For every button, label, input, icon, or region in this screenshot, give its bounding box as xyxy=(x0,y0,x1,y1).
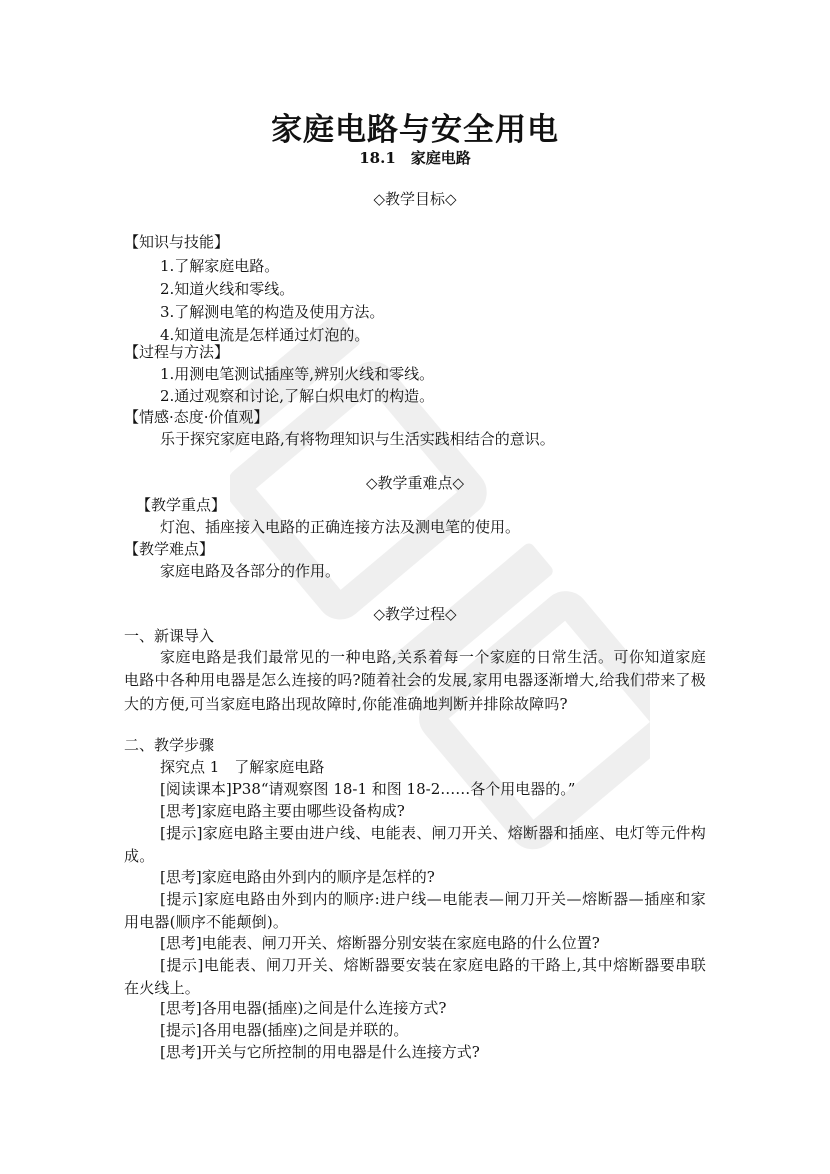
knowledge-item: 1.了解家庭电路。 xyxy=(160,257,280,275)
think-question: [思考]开关与它所控制的用电器是什么连接方式? xyxy=(160,1043,480,1061)
process-method-heading: 【过程与方法】 xyxy=(124,343,230,361)
steps-heading: 二、教学步骤 xyxy=(124,736,215,754)
hard-heading: 【教学难点】 xyxy=(124,540,215,558)
key-text: 灯泡、插座接入电路的正确连接方法及测电笔的使用。 xyxy=(160,518,521,536)
hint-answer: [提示]家庭电路主要由进户线、电能表、闸刀开关、熔断器和插座、电灯等元件构成。 xyxy=(124,824,706,866)
knowledge-item: 4.知道电流是怎样通过灯泡的。 xyxy=(160,326,370,344)
hint-answer: [提示]家庭电路由外到内的顺序:进户线—电能表—闸刀开关—熔断器—插座和家用电器(顺序不能颠倒)。 xyxy=(124,890,706,932)
intro-heading: 一、新课导入 xyxy=(124,627,215,645)
hint-answer: [提示]电能表、闸刀开关、熔断器要安装在家庭电路的干路上,其中熔断器要串联在火线上。 xyxy=(124,956,706,998)
think-question: [思考]家庭电路由外到内的顺序是怎样的? xyxy=(160,868,435,886)
think-question: [思考]家庭电路主要由哪些设备构成? xyxy=(160,802,405,820)
process-method-item: 2.通过观察和讨论,了解白炽电灯的构造。 xyxy=(160,387,435,405)
keypoints-heading: ◇教学重难点◇ xyxy=(365,474,465,492)
page-subtitle: 18.1 家庭电路 xyxy=(359,149,471,167)
process-heading: ◇教学过程◇ xyxy=(373,605,457,623)
reading-note: [阅读课本]P38“请观察图 18-1 和图 18-2……各个用电器的。” xyxy=(160,780,576,798)
emotion-text: 乐于探究家庭电路,有将物理知识与生活实践相结合的意识。 xyxy=(160,430,555,448)
explore-heading: 探究点 1 了解家庭电路 xyxy=(160,758,325,776)
think-question: [思考]电能表、闸刀开关、熔断器分别安装在家庭电路的什么位置? xyxy=(160,934,600,952)
intro-paragraph: 家庭电路是我们最常见的一种电路,关系着每一个家庭的日常生活。可你知道家庭电路中各种用电器是怎么连接的吗?随着社会的发展,家用电器逐渐增大,给我们带来了极大的方便,可当家庭电路出现故障时,你能准确地判断并排除故障吗? xyxy=(124,648,706,713)
page-title: 家庭电路与安全用电 xyxy=(271,112,559,148)
hint-answer: [提示]各用电器(插座)之间是并联的。 xyxy=(160,1021,409,1039)
knowledge-item: 3.了解测电笔的构造及使用方法。 xyxy=(160,303,385,321)
emotion-heading: 【情感·态度·价值观】 xyxy=(124,408,269,426)
hard-text: 家庭电路及各部分的作用。 xyxy=(160,562,341,580)
knowledge-heading: 【知识与技能】 xyxy=(124,233,230,251)
goals-heading: ◇教学目标◇ xyxy=(373,190,457,208)
process-method-item: 1.用测电笔测试插座等,辨别火线和零线。 xyxy=(160,365,435,383)
think-question: [思考]各用电器(插座)之间是什么连接方式? xyxy=(160,999,447,1017)
key-heading: 【教学重点】 xyxy=(136,496,227,514)
knowledge-item: 2.知道火线和零线。 xyxy=(160,280,295,298)
